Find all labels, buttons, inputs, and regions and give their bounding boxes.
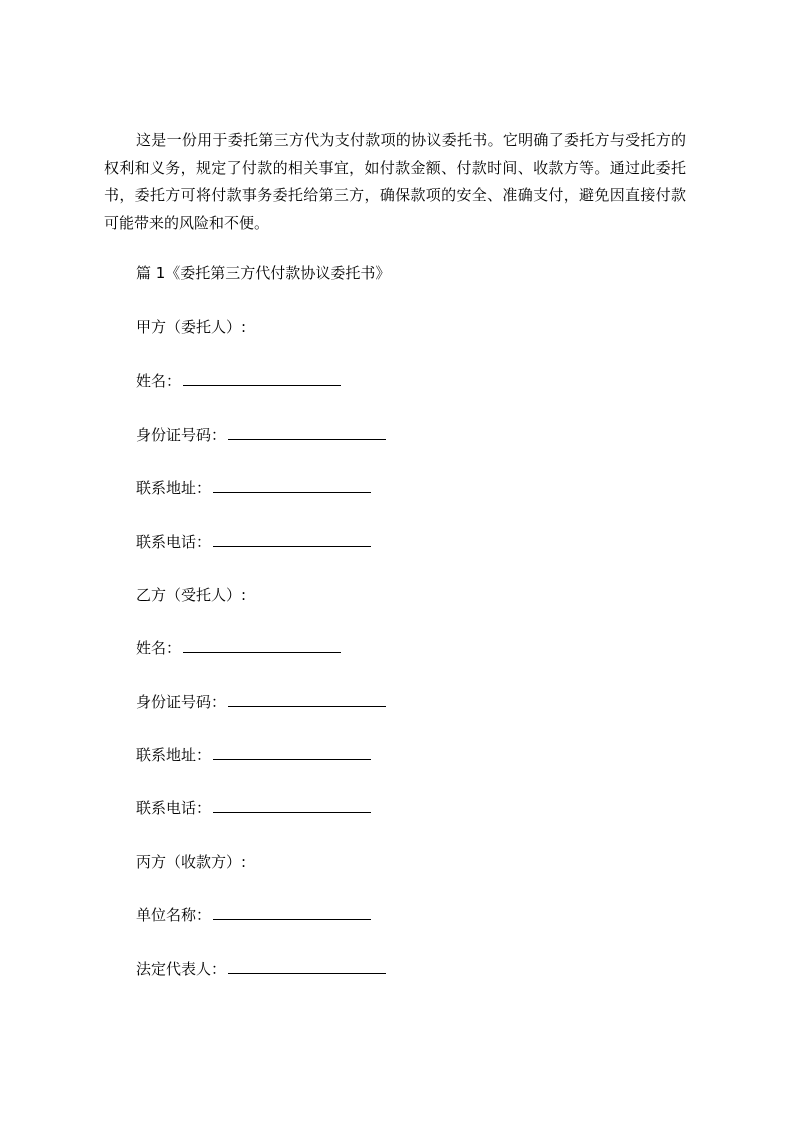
party-b-phone-row bbox=[136, 797, 371, 819]
party-b-address-blank bbox=[213, 744, 371, 760]
party-a-id-blank bbox=[228, 424, 386, 440]
party-b-name-blank bbox=[183, 637, 341, 653]
party-a-phone-blank bbox=[213, 531, 371, 547]
party-a-id-row bbox=[136, 424, 386, 446]
party-b-name-label: 姓名： bbox=[136, 639, 182, 657]
party-c-heading: 丙方（收款方）: bbox=[136, 853, 247, 871]
party-b-phone-blank bbox=[213, 797, 371, 813]
party-c-rep-blank bbox=[228, 958, 386, 974]
party-a-address-row bbox=[136, 477, 371, 499]
party-a-address-blank bbox=[213, 477, 371, 493]
party-a-heading: 甲方（委托人）: bbox=[136, 318, 247, 336]
party-a-name-blank bbox=[183, 370, 341, 386]
party-c-rep-row bbox=[136, 958, 386, 980]
party-a-id-label: 身份证号码： bbox=[136, 426, 227, 444]
party-a-name-label: 姓名： bbox=[136, 372, 182, 390]
party-b-id-label: 身份证号码： bbox=[136, 693, 227, 711]
party-c-unit-label: 单位名称： bbox=[136, 906, 212, 924]
party-b-phone-label: 联系电话： bbox=[136, 799, 212, 817]
party-b-id-row bbox=[136, 691, 386, 713]
party-b-address-label: 联系地址： bbox=[136, 746, 212, 764]
party-a-address-label: 联系地址： bbox=[136, 479, 212, 497]
party-c-unit-blank bbox=[213, 904, 371, 920]
party-a-name-row bbox=[136, 370, 341, 392]
party-c-unit-row bbox=[136, 904, 371, 926]
intro-paragraph: 这是一份用于委托第三方代为支付款项的协议委托书。它明确了委托方与受托方的权利和义务，规定了付款的相关事宜，如付款金额、付款时间、收款方等。通过此委托书，委托方可将付款事务委托给第三方，确保款项的安全、准确支付，避免因直接付款可能带来的风险和不便。 bbox=[104, 131, 686, 232]
party-b-name-row bbox=[136, 637, 341, 659]
party-a-phone-label: 联系电话： bbox=[136, 533, 212, 551]
document-title: 篇 1《委托第三方代付款协议委托书》 bbox=[136, 264, 391, 282]
party-a-phone-row bbox=[136, 531, 371, 553]
party-b-heading: 乙方（受托人）: bbox=[136, 586, 247, 604]
party-b-address-row bbox=[136, 744, 371, 766]
party-b-id-blank bbox=[228, 691, 386, 707]
party-c-rep-label: 法定代表人： bbox=[136, 960, 227, 978]
